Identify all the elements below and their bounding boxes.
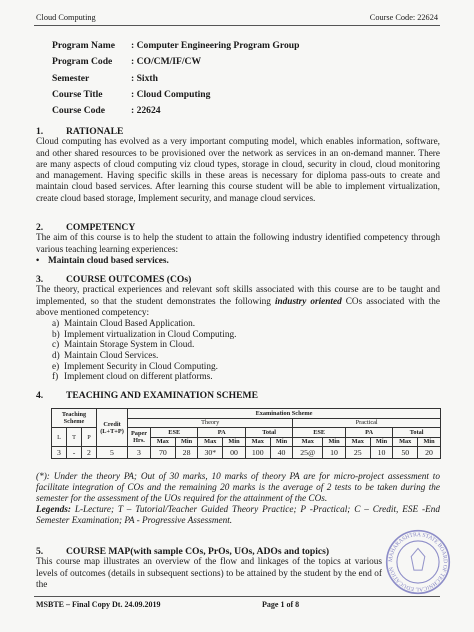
table-cell: 40 bbox=[270, 447, 293, 459]
th-theory-total: Total bbox=[245, 428, 292, 438]
table-cell: - bbox=[67, 447, 82, 459]
info-label: Semester bbox=[52, 72, 90, 84]
table-cell: 25@ bbox=[293, 447, 323, 459]
footer-divider bbox=[34, 596, 440, 597]
table-cell: 3 bbox=[128, 447, 151, 459]
section-course-outcomes bbox=[36, 274, 440, 383]
scheme-notes bbox=[36, 472, 440, 527]
section-heading: 1. RATIONALE bbox=[36, 126, 124, 137]
program-info bbox=[52, 40, 412, 121]
outcomes-intro: The theory, practical experiences and relevant soft skills associated with this course are to be taught and implemented, so that the student demonstrates the following industry oriented COs associated with the above mentioned competency: bbox=[36, 285, 440, 318]
th-max: Max bbox=[293, 437, 323, 447]
th-max: Max bbox=[345, 437, 370, 447]
info-label: Course Code bbox=[52, 105, 106, 117]
section-competency bbox=[36, 222, 440, 267]
competency-bullet: • Maintain cloud based services. bbox=[36, 255, 169, 266]
svg-text:MAHARASHTRA STATE BOARD OF TEC: MAHARASHTRA STATE BOARD OF TECHNICAL EDUCATION bbox=[388, 532, 448, 592]
info-row-semester bbox=[52, 73, 412, 89]
th-max: Max bbox=[151, 437, 176, 447]
th-theory-ese: ESE bbox=[151, 428, 198, 438]
list-item: e) Implement Security in Cloud Computing. bbox=[52, 361, 218, 372]
table-cell: 3 bbox=[52, 447, 67, 459]
table-cell: 28 bbox=[175, 447, 198, 459]
note-legends: Legends: L-Lecture; T – Tutorial/Teacher Guided Theory Practice; P -Practical; C – Credit, ESE -End Semester Examination; PA - Progressive Assessment. bbox=[36, 505, 440, 527]
th-t: T bbox=[67, 428, 82, 447]
th-max: Max bbox=[198, 437, 223, 447]
list-item: f) Implement cloud on different platforms. bbox=[52, 372, 213, 383]
info-value: : Cloud Computing bbox=[131, 88, 211, 100]
th-paper-hrs: Paper Hrs. bbox=[128, 428, 151, 447]
th-practical-total: Total bbox=[393, 428, 441, 438]
section-rationale bbox=[36, 126, 440, 205]
outcomes-list bbox=[36, 319, 440, 383]
competency-text: The aim of this course is to help the student to attain the following industry identified competency through various teaching learning experiences: bbox=[36, 233, 440, 255]
list-item: d) Maintain Cloud Services. bbox=[52, 350, 159, 361]
table-cell: 20 bbox=[418, 447, 441, 459]
table-cell: 25 bbox=[345, 447, 370, 459]
th-practical: Practical bbox=[293, 418, 441, 428]
info-label: Course Title bbox=[52, 88, 103, 100]
list-item: a) Maintain Cloud Based Application. bbox=[52, 319, 196, 330]
th-practical-pa: PA bbox=[345, 428, 392, 438]
th-min: Min bbox=[370, 437, 393, 447]
section-heading: 5. COURSE MAP(with sample COs, PrOs, UOs, ADOs and topics) bbox=[36, 546, 330, 557]
rationale-text: Cloud computing has evolved as a very important computing model, which enables information, software, and other shared resources to be provisioned over the network as services in an on-demand manner. There are many aspects of cloud computing viz cloud types, storage in cloud, security in cloud, cloud monitoring and management. Having specific skills in these areas is necessary for diploma pass-outs to create and maintain cloud based services. After learning this course student will be able to implement virtualization, create cloud based storage, Implement security, and manage cloud services. bbox=[36, 137, 440, 204]
info-row-program-code bbox=[52, 56, 412, 72]
info-value: : CO/CM/IF/CW bbox=[131, 56, 202, 68]
section-heading: 4. TEACHING AND EXAMINATION SCHEME bbox=[36, 390, 258, 401]
section-course-map bbox=[36, 546, 382, 591]
info-row-program-name bbox=[52, 40, 412, 56]
table-cell: 30* bbox=[198, 447, 223, 459]
course-map-text: This course map illustrates an overview of the flow and linkages of the topics at various levels of outcomes (details in subsequent sections) to be attained by the student by the end of the bbox=[36, 557, 382, 590]
th-credit: Credit (L+T+P) bbox=[97, 409, 128, 447]
info-row-course-title bbox=[52, 89, 412, 105]
th-min: Min bbox=[323, 437, 346, 447]
footer-copy-date: MSBTE – Final Copy Dt. 24.09.2019 bbox=[36, 600, 161, 609]
header-course-code: Course Code: 22624 bbox=[369, 13, 438, 22]
th-p: P bbox=[82, 428, 97, 447]
list-item: c) Maintain Storage System in Cloud. bbox=[52, 340, 195, 351]
th-theory-pa: PA bbox=[198, 428, 245, 438]
board-seal-stamp bbox=[384, 528, 452, 596]
th-l: L bbox=[52, 428, 67, 447]
info-value: : Sixth bbox=[131, 72, 158, 84]
examination-scheme-table bbox=[51, 408, 441, 459]
th-min: Min bbox=[418, 437, 441, 447]
section-heading: 2. COMPETENCY bbox=[36, 222, 136, 233]
footer-page-number: Page 1 of 8 bbox=[262, 600, 300, 609]
th-min: Min bbox=[223, 437, 246, 447]
header-course-title: Cloud Computing bbox=[36, 13, 96, 22]
info-value: : Computer Engineering Program Group bbox=[131, 40, 300, 51]
table-cell: 5 bbox=[97, 447, 128, 459]
list-item: b) Implement virtualization in Cloud Computing. bbox=[52, 329, 237, 340]
note-theory-pa: (*): Under the theory PA; Out of 30 marks, 10 marks of theory PA are for micro-project assessment to facilitate integration of COs and the remaining 20 marks is the average of 2 tests to be taken during the semester for the assessment of the UOs required for the attainment of the COs. bbox=[36, 472, 440, 505]
th-theory: Theory bbox=[128, 418, 293, 428]
section-teaching-scheme bbox=[36, 390, 440, 401]
info-label: Program Name bbox=[52, 40, 115, 51]
th-practical-ese: ESE bbox=[293, 428, 346, 438]
th-max: Max bbox=[393, 437, 418, 447]
th-min: Min bbox=[175, 437, 198, 447]
section-heading: 3. COURSE OUTCOMES (COs) bbox=[36, 274, 192, 285]
th-teaching-scheme: Teaching Scheme bbox=[52, 409, 97, 428]
table-cell: 10 bbox=[370, 447, 393, 459]
table-cell: 50 bbox=[393, 447, 418, 459]
th-min: Min bbox=[270, 437, 293, 447]
table-cell: 100 bbox=[245, 447, 270, 459]
table-cell: 10 bbox=[323, 447, 346, 459]
th-max: Max bbox=[245, 437, 270, 447]
table-row bbox=[52, 447, 441, 459]
info-value: : 22624 bbox=[131, 105, 161, 117]
table-cell: 70 bbox=[151, 447, 176, 459]
table-cell: 2 bbox=[82, 447, 97, 459]
header-divider bbox=[34, 25, 440, 26]
info-label: Program Code bbox=[52, 56, 113, 68]
th-examination-scheme: Examination Scheme bbox=[128, 409, 441, 419]
table-cell: 00 bbox=[223, 447, 246, 459]
info-row-course-code bbox=[52, 105, 412, 121]
